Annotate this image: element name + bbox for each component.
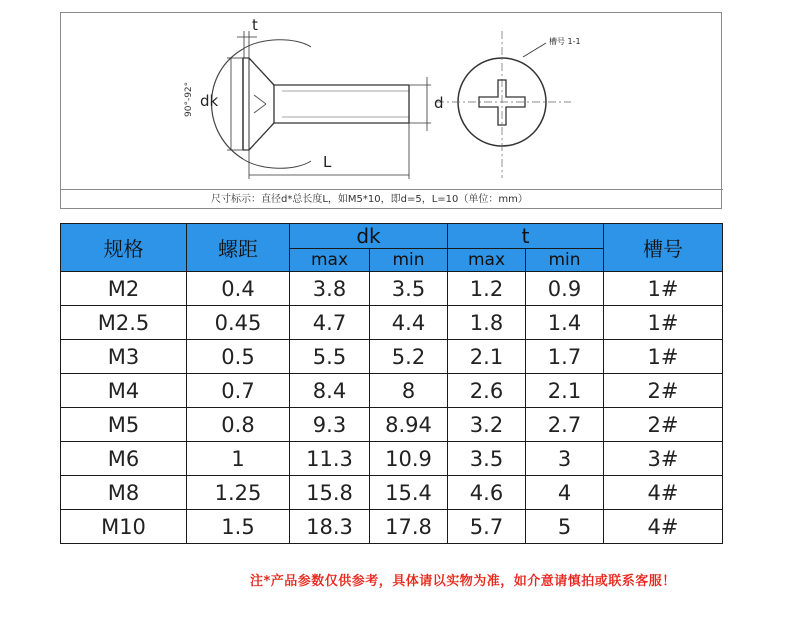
screw-diagram — [60, 12, 722, 209]
table-row — [61, 340, 723, 374]
cell-t-max: 1.2 — [448, 272, 526, 306]
spec-table-body — [61, 272, 723, 544]
cell-t-max: 2.1 — [448, 340, 526, 374]
cell-pitch: 0.5 — [187, 340, 290, 374]
cell-dk-min: 5.2 — [370, 340, 448, 374]
cell-dk-min: 3.5 — [370, 272, 448, 306]
cell-dk-max: 15.8 — [290, 476, 370, 510]
disclaimer-note: 注*产品参数仅供参考，具体请以实物为准，如介意请慎拍或联系客服！ — [250, 574, 676, 589]
cell-spec: M5 — [61, 408, 187, 442]
cell-slot: 4# — [604, 476, 723, 510]
table-row — [61, 442, 723, 476]
cell-t-max: 2.6 — [448, 374, 526, 408]
cell-t-max: 1.8 — [448, 306, 526, 340]
dk-label: dk — [200, 92, 219, 110]
header-t-max: max — [448, 249, 526, 272]
table-row — [61, 306, 723, 340]
cell-pitch: 0.8 — [187, 408, 290, 442]
header-dk-min: min — [370, 249, 448, 272]
angle-label: 90°-92° — [184, 81, 194, 117]
header-pitch: 螺距 — [187, 224, 290, 272]
l-label: L — [323, 153, 332, 171]
cell-dk-max: 18.3 — [290, 510, 370, 544]
cell-dk-min: 17.8 — [370, 510, 448, 544]
cell-spec: M2.5 — [61, 306, 187, 340]
cell-slot: 3# — [604, 442, 723, 476]
cell-dk-min: 10.9 — [370, 442, 448, 476]
cell-dk-max: 9.3 — [290, 408, 370, 442]
cell-slot: 2# — [604, 374, 723, 408]
cell-t-max: 5.7 — [448, 510, 526, 544]
cell-slot: 1# — [604, 272, 723, 306]
d-label: d — [434, 94, 444, 112]
table-row — [61, 408, 723, 442]
cell-t-max: 3.2 — [448, 408, 526, 442]
cell-spec: M2 — [61, 272, 187, 306]
table-row — [61, 272, 723, 306]
cell-spec: M8 — [61, 476, 187, 510]
spec-table — [60, 223, 723, 544]
cell-dk-min: 4.4 — [370, 306, 448, 340]
header-spec: 规格 — [61, 224, 187, 272]
cell-pitch: 1.5 — [187, 510, 290, 544]
cell-t-min: 5 — [526, 510, 604, 544]
table-row — [61, 510, 723, 544]
cell-t-min: 1.7 — [526, 340, 604, 374]
cell-dk-max: 4.7 — [290, 306, 370, 340]
cell-spec: M4 — [61, 374, 187, 408]
cell-spec: M10 — [61, 510, 187, 544]
cell-dk-max: 11.3 — [290, 442, 370, 476]
cell-spec: M6 — [61, 442, 187, 476]
cell-t-min: 2.1 — [526, 374, 604, 408]
cell-t-min: 2.7 — [526, 408, 604, 442]
cell-dk-max: 3.8 — [290, 272, 370, 306]
cell-t-max: 4.6 — [448, 476, 526, 510]
cell-slot: 1# — [604, 306, 723, 340]
header-t: t — [448, 224, 604, 249]
cell-slot: 2# — [604, 408, 723, 442]
table-row — [61, 476, 723, 510]
cell-dk-max: 5.5 — [290, 340, 370, 374]
cell-pitch: 0.45 — [187, 306, 290, 340]
header-t-min: min — [526, 249, 604, 272]
header-slot: 槽号 — [604, 224, 723, 272]
dimension-caption: 尺寸标示：直径d*总长度L，如M5*10，即d=5，L=10（单位：mm） — [61, 189, 723, 209]
cell-spec: M3 — [61, 340, 187, 374]
cell-dk-min: 8.94 — [370, 408, 448, 442]
cell-t-min: 0.9 — [526, 272, 604, 306]
cell-dk-min: 8 — [370, 374, 448, 408]
cell-pitch: 1.25 — [187, 476, 290, 510]
cell-pitch: 0.4 — [187, 272, 290, 306]
cell-t-max: 3.5 — [448, 442, 526, 476]
screw-drawing — [61, 13, 723, 189]
cell-dk-max: 8.4 — [290, 374, 370, 408]
cell-t-min: 1.4 — [526, 306, 604, 340]
header-dk-max: max — [290, 249, 370, 272]
t-label: t — [252, 16, 258, 34]
cell-pitch: 1 — [187, 442, 290, 476]
cell-dk-min: 15.4 — [370, 476, 448, 510]
cell-pitch: 0.7 — [187, 374, 290, 408]
slot-callout-label: 槽号 1-1 — [549, 37, 581, 46]
table-row — [61, 374, 723, 408]
cell-slot: 4# — [604, 510, 723, 544]
header-dk: dk — [290, 224, 448, 249]
cell-slot: 1# — [604, 340, 723, 374]
cell-t-min: 4 — [526, 476, 604, 510]
cell-t-min: 3 — [526, 442, 604, 476]
